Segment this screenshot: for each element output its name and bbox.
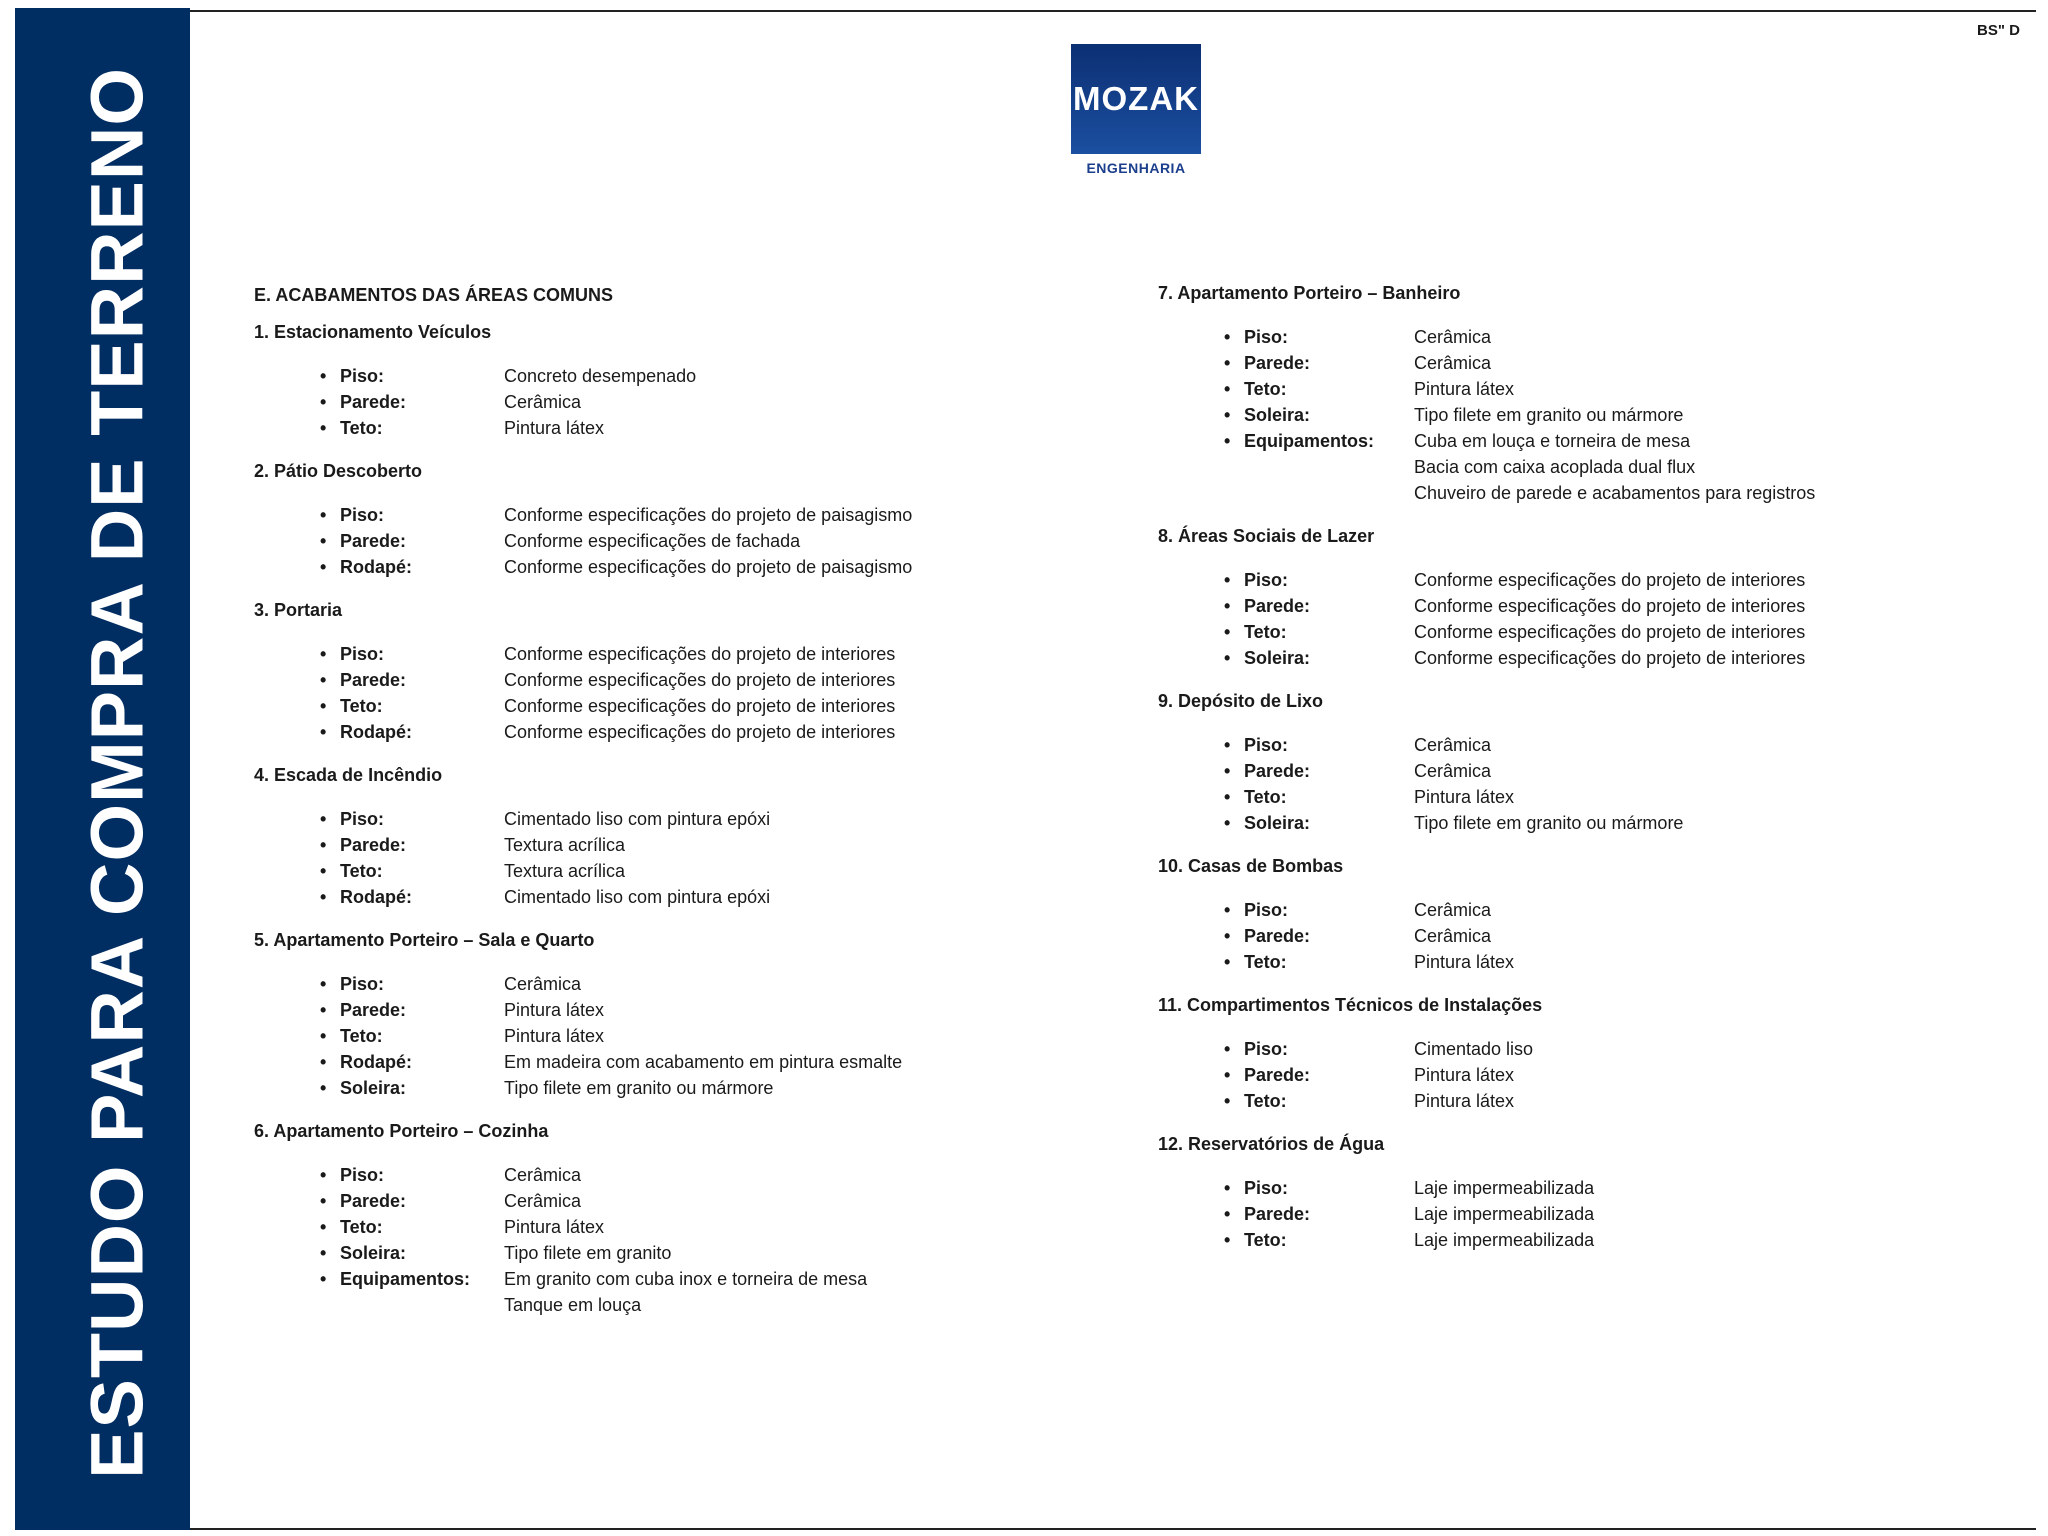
finish-list (320, 1162, 1014, 1318)
right-column (1158, 283, 1978, 1273)
bullet-icon: • (320, 366, 327, 386)
list-item (320, 554, 1014, 580)
item-label: Teto: (1244, 379, 1287, 399)
item-label: Parede: (340, 1000, 407, 1020)
right-sections (1158, 283, 1978, 1253)
bullet-icon: • (1224, 327, 1231, 347)
item-label: Piso: (340, 809, 385, 829)
list-item (1224, 949, 1978, 975)
item-label: Parede: (1244, 1065, 1311, 1085)
item-value: Conforme especificações do projeto de interiores (504, 644, 896, 664)
item-label: Equipamentos: (1244, 431, 1375, 451)
list-item (1224, 402, 1978, 428)
list-item (320, 415, 1014, 441)
bullet-icon: • (1224, 1230, 1231, 1250)
bullet-icon: • (320, 1191, 327, 1211)
item-value: Pintura látex (1414, 1065, 1515, 1085)
finish-section (1158, 691, 1978, 836)
bullet-icon: • (320, 418, 327, 438)
item-value: Cimentado liso com pintura epóxi (504, 809, 771, 829)
item-value: Pintura látex (504, 1026, 605, 1046)
document-code: BS" D (1977, 22, 2020, 39)
item-value: Cerâmica (1414, 926, 1492, 946)
item-label: Piso: (1244, 570, 1289, 590)
item-label: Parede: (340, 835, 407, 855)
item-value: Conforme especificações do projeto de interiores (1414, 570, 1806, 590)
finish-list (320, 502, 1014, 580)
item-label: Teto: (340, 1026, 383, 1046)
list-item (320, 1075, 1014, 1101)
item-value: Laje impermeabilizada (1414, 1178, 1595, 1198)
list-item (320, 693, 1014, 719)
logo-subtitle: ENGENHARIA (1086, 160, 1186, 176)
list-item (1224, 810, 1978, 836)
finish-list (320, 641, 1014, 745)
list-item (1224, 1062, 1978, 1088)
section-title: 12. Reservatórios de Água (1158, 1134, 1385, 1154)
item-value: Cerâmica (504, 1165, 582, 1185)
list-item (320, 971, 1014, 997)
list-item (320, 858, 1014, 884)
list-item (320, 1162, 1014, 1188)
item-value: Tipo filete em granito ou mármore (504, 1078, 774, 1098)
item-label: Rodapé: (340, 557, 412, 577)
item-value: Em granito com cuba inox e torneira de mesa Tanque em louça (504, 1269, 868, 1315)
left-column (254, 285, 1014, 1338)
item-label: Rodapé: (340, 722, 412, 742)
item-value: Pintura látex (1414, 379, 1515, 399)
frame-bottom-rule (190, 1528, 2036, 1530)
list-item (320, 806, 1014, 832)
finish-list (1224, 324, 1978, 506)
item-label: Piso: (1244, 1178, 1289, 1198)
section-title: 9. Depósito de Lixo (1158, 691, 1324, 711)
list-item (1224, 376, 1978, 402)
bullet-icon: • (320, 1165, 327, 1185)
bullet-icon: • (320, 670, 327, 690)
item-value: Conforme especificações do projeto de interiores (1414, 596, 1806, 616)
item-value: Pintura látex (1414, 1091, 1515, 1111)
bullet-icon: • (320, 557, 327, 577)
list-item (320, 1266, 1014, 1318)
bullet-icon: • (320, 505, 327, 525)
bullet-icon: • (320, 1243, 327, 1263)
item-value: Pintura látex (1414, 787, 1515, 807)
list-item (320, 389, 1014, 415)
finish-list (320, 363, 1014, 441)
item-label: Parede: (1244, 926, 1311, 946)
item-value: Cuba em louça e torneira de mesa Bacia com caixa acoplada dual flux Chuveiro de parede e acabamentos para registros (1414, 431, 1816, 503)
item-value: Cimentado liso com pintura epóxi (504, 887, 771, 907)
finish-list (1224, 897, 1978, 975)
bullet-icon: • (1224, 1091, 1231, 1111)
bullet-icon: • (1224, 405, 1231, 425)
item-value: Cerâmica (1414, 353, 1492, 373)
item-label: Soleira: (1244, 813, 1311, 833)
section-title: 6. Apartamento Porteiro – Cozinha (254, 1121, 549, 1141)
bullet-icon: • (320, 1078, 327, 1098)
bullet-icon: • (320, 392, 327, 412)
bullet-icon: • (1224, 1204, 1231, 1224)
item-label: Soleira: (1244, 405, 1311, 425)
list-item (1224, 619, 1978, 645)
bullet-icon: • (1224, 596, 1231, 616)
item-value: Tipo filete em granito (504, 1243, 672, 1263)
item-label: Parede: (1244, 596, 1311, 616)
item-value: Conforme especificações do projeto de paisagismo (504, 557, 913, 577)
bullet-icon: • (320, 644, 327, 664)
item-label: Rodapé: (340, 887, 412, 907)
list-item (320, 719, 1014, 745)
item-label: Teto: (340, 696, 383, 716)
item-label: Piso: (1244, 900, 1289, 920)
list-item (1224, 784, 1978, 810)
finish-list (1224, 732, 1978, 836)
bullet-icon: • (320, 1000, 327, 1020)
bullet-icon: • (320, 1052, 327, 1072)
bullet-icon: • (320, 1026, 327, 1046)
section-title: 3. Portaria (254, 600, 343, 620)
item-label: Piso: (340, 974, 385, 994)
item-label: Rodapé: (340, 1052, 412, 1072)
list-item (1224, 1201, 1978, 1227)
bullet-icon: • (1224, 353, 1231, 373)
finish-section (254, 600, 1014, 745)
logo-box (1071, 44, 1201, 154)
item-label: Teto: (1244, 1230, 1287, 1250)
finish-section (1158, 856, 1978, 975)
finish-section (254, 930, 1014, 1101)
bullet-icon: • (320, 809, 327, 829)
item-value: Tipo filete em granito ou mármore (1414, 813, 1684, 833)
bullet-icon: • (1224, 1065, 1231, 1085)
bullet-icon: • (320, 531, 327, 551)
section-heading: E. ACABAMENTOS DAS ÁREAS COMUNS (254, 285, 614, 305)
item-label: Parede: (1244, 353, 1311, 373)
bullet-icon: • (1224, 1039, 1231, 1059)
bullet-icon: • (1224, 787, 1231, 807)
list-item (1224, 732, 1978, 758)
finish-list (1224, 1036, 1978, 1114)
list-item (320, 1188, 1014, 1214)
bullet-icon: • (320, 1269, 327, 1289)
list-item (320, 1240, 1014, 1266)
item-value: Cerâmica (504, 392, 582, 412)
item-value: Textura acrílica (504, 861, 626, 881)
bullet-icon: • (320, 974, 327, 994)
item-label: Teto: (1244, 622, 1287, 642)
bullet-icon: • (320, 1217, 327, 1237)
finish-list (1224, 1175, 1978, 1253)
item-value: Concreto desempenado (504, 366, 697, 386)
list-item (320, 667, 1014, 693)
list-item (1224, 1036, 1978, 1062)
item-value: Cerâmica (504, 974, 582, 994)
item-label: Parede: (1244, 761, 1311, 781)
item-value: Em madeira com acabamento em pintura esmalte (504, 1052, 903, 1072)
list-item (1224, 645, 1978, 671)
bullet-icon: • (1224, 379, 1231, 399)
bullet-icon: • (1224, 570, 1231, 590)
item-label: Teto: (340, 418, 383, 438)
item-value: Pintura látex (504, 1217, 605, 1237)
item-label: Teto: (1244, 787, 1287, 807)
finish-section (1158, 526, 1978, 671)
bullet-icon: • (1224, 1178, 1231, 1198)
item-value: Conforme especificações do projeto de interiores (1414, 622, 1806, 642)
finish-section (254, 765, 1014, 910)
item-label: Parede: (1244, 1204, 1311, 1224)
list-item (320, 1214, 1014, 1240)
finish-section (1158, 995, 1978, 1114)
item-value: Pintura látex (504, 1000, 605, 1020)
list-item (1224, 758, 1978, 784)
list-item (1224, 1175, 1978, 1201)
item-value: Pintura látex (504, 418, 605, 438)
item-label: Parede: (340, 392, 407, 412)
item-value: Conforme especificações de fachada (504, 531, 801, 551)
item-value: Cerâmica (1414, 735, 1492, 755)
item-label: Piso: (340, 1165, 385, 1185)
item-label: Soleira: (340, 1243, 407, 1263)
section-title: 5. Apartamento Porteiro – Sala e Quarto (254, 930, 595, 950)
item-value: Pintura látex (1414, 952, 1515, 972)
item-value: Conforme especificações do projeto de interiores (1414, 648, 1806, 668)
item-label: Soleira: (1244, 648, 1311, 668)
list-item (1224, 593, 1978, 619)
item-value: Conforme especificações do projeto de interiores (504, 696, 896, 716)
item-value: Textura acrílica (504, 835, 626, 855)
bullet-icon: • (1224, 648, 1231, 668)
item-label: Parede: (340, 1191, 407, 1211)
item-value: Conforme especificações do projeto de paisagismo (504, 505, 913, 525)
item-label: Parede: (340, 531, 407, 551)
list-item (1224, 897, 1978, 923)
finish-section (1158, 283, 1978, 506)
list-item (1224, 324, 1978, 350)
bullet-icon: • (1224, 952, 1231, 972)
bullet-icon: • (1224, 900, 1231, 920)
finish-section (254, 1121, 1014, 1318)
item-value: Conforme especificações do projeto de interiores (504, 670, 896, 690)
list-item (320, 528, 1014, 554)
list-item (1224, 1088, 1978, 1114)
left-sections (254, 322, 1014, 1318)
item-value: Cerâmica (1414, 327, 1492, 347)
item-label: Piso: (1244, 735, 1289, 755)
sidebar-banner (15, 8, 190, 1530)
item-value: Conforme especificações do projeto de interiores (504, 722, 896, 742)
bullet-icon: • (320, 835, 327, 855)
item-value: Laje impermeabilizada (1414, 1204, 1595, 1224)
item-label: Piso: (340, 366, 385, 386)
item-label: Parede: (340, 670, 407, 690)
item-value: Cerâmica (1414, 900, 1492, 920)
item-value: Cerâmica (504, 1191, 582, 1211)
frame-top-rule (190, 10, 2036, 12)
section-title: 2. Pátio Descoberto (254, 461, 423, 481)
section-title: 1. Estacionamento Veículos (254, 322, 492, 342)
list-item (1224, 428, 1978, 506)
item-value: Cimentado liso (1414, 1039, 1534, 1059)
bullet-icon: • (1224, 813, 1231, 833)
list-item (1224, 923, 1978, 949)
list-item (320, 997, 1014, 1023)
finish-section (254, 322, 1014, 441)
bullet-icon: • (320, 722, 327, 742)
bullet-icon: • (1224, 431, 1231, 451)
bullet-icon: • (1224, 622, 1231, 642)
list-item (320, 832, 1014, 858)
logo-name: MOZAK (1073, 80, 1199, 117)
section-title: 10. Casas de Bombas (1158, 856, 1344, 876)
item-label: Teto: (340, 861, 383, 881)
item-label: Equipamentos: (340, 1269, 471, 1289)
list-item (320, 502, 1014, 528)
bullet-icon: • (1224, 735, 1231, 755)
item-label: Teto: (1244, 952, 1287, 972)
list-item (1224, 1227, 1978, 1253)
bullet-icon: • (320, 861, 327, 881)
finish-list (320, 806, 1014, 910)
list-item (320, 363, 1014, 389)
bullet-icon: • (320, 696, 327, 716)
list-item (320, 1049, 1014, 1075)
item-label: Soleira: (340, 1078, 407, 1098)
list-item (320, 884, 1014, 910)
item-label: Piso: (1244, 1039, 1289, 1059)
section-title: 8. Áreas Sociais de Lazer (1158, 526, 1375, 546)
list-item (1224, 350, 1978, 376)
section-title: 11. Compartimentos Técnicos de Instalações (1158, 995, 1543, 1015)
item-value: Tipo filete em granito ou mármore (1414, 405, 1684, 425)
item-value: Laje impermeabilizada (1414, 1230, 1595, 1250)
item-value: Cerâmica (1414, 761, 1492, 781)
item-label: Piso: (340, 505, 385, 525)
item-label: Teto: (1244, 1091, 1287, 1111)
item-label: Piso: (1244, 327, 1289, 347)
bullet-icon: • (320, 887, 327, 907)
finish-section (1158, 1134, 1978, 1253)
company-logo (1071, 44, 1201, 182)
finish-list (1224, 567, 1978, 671)
item-label: Piso: (340, 644, 385, 664)
section-title: 7. Apartamento Porteiro – Banheiro (1158, 283, 1461, 303)
finish-list (320, 971, 1014, 1101)
item-label: Teto: (340, 1217, 383, 1237)
list-item (320, 641, 1014, 667)
bullet-icon: • (1224, 926, 1231, 946)
section-title: 4. Escada de Incêndio (254, 765, 443, 785)
bullet-icon: • (1224, 761, 1231, 781)
list-item (320, 1023, 1014, 1049)
sidebar-title: ESTUDO PARA COMPRA DE TERRENO (75, 67, 159, 1479)
list-item (1224, 567, 1978, 593)
finish-section (254, 461, 1014, 580)
